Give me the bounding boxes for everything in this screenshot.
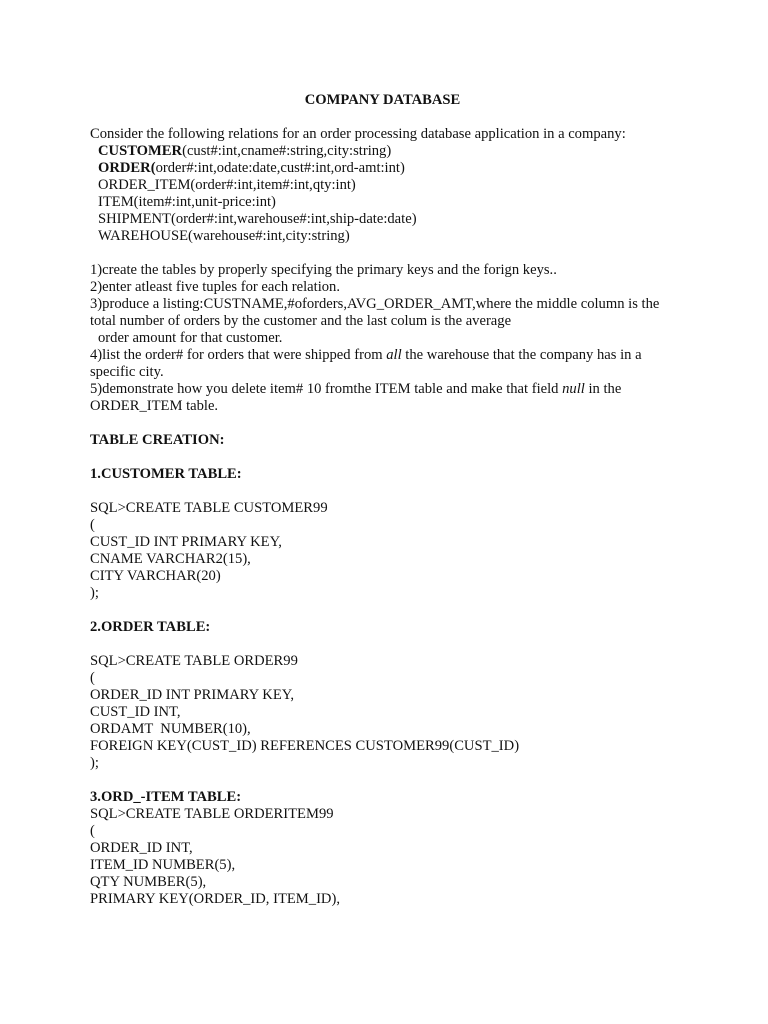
- sql-line: (: [90, 823, 95, 839]
- customer-sql-block: [90, 500, 740, 602]
- relation-order: [90, 160, 740, 177]
- relation-name: CUSTOMER: [98, 143, 183, 159]
- sql-line: );: [90, 585, 99, 601]
- task-4-emphasis: all: [386, 347, 402, 363]
- task-5-line-1: [90, 381, 740, 398]
- sql-line: QTY NUMBER(5),: [90, 874, 207, 890]
- task-3-line-2: total number of orders by the customer and the last colum is the average: [90, 313, 512, 329]
- sql-line: CNAME VARCHAR2(15),: [90, 551, 251, 567]
- table-creation-heading: TABLE CREATION:: [90, 432, 225, 448]
- task-5-text-start: 5)demonstrate how you delete item# 10 fromthe ITEM table and make that field: [90, 381, 563, 397]
- customer-table-heading: 1.CUSTOMER TABLE:: [90, 466, 242, 482]
- task-2: 2)enter atleast five tuples for each relation.: [90, 279, 341, 295]
- sql-line: ORDER_ID INT PRIMARY KEY,: [90, 687, 295, 703]
- ord-item-table-heading: 3.ORD_-ITEM TABLE:: [90, 789, 242, 805]
- task-5-emphasis: null: [562, 381, 585, 397]
- sql-line: CUST_ID INT PRIMARY KEY,: [90, 534, 282, 550]
- task-4-line-1: [90, 347, 740, 364]
- task-5-text-end: in the: [584, 381, 622, 397]
- task-3-line-1: 3)produce a listing:CUSTNAME,#oforders,AVG_ORDER_AMT,where the middle column is the: [90, 296, 660, 312]
- relation-order-item: ORDER_ITEM(order#:int,item#:int,qty:int): [98, 177, 356, 193]
- sql-line: (: [90, 517, 95, 533]
- order-table-heading: 2.ORDER TABLE:: [90, 619, 211, 635]
- document-page: [90, 92, 740, 908]
- ord-item-sql-block: [90, 806, 740, 908]
- sql-line: SQL>CREATE TABLE CUSTOMER99: [90, 500, 328, 516]
- document-title: COMPANY DATABASE: [304, 92, 461, 108]
- sql-line: );: [90, 755, 99, 771]
- relation-attributes: (cust#:int,cname#:string,city:string): [182, 143, 392, 159]
- sql-line: (: [90, 670, 95, 686]
- relation-shipment: SHIPMENT(order#:int,warehouse#:int,ship-date:date): [98, 211, 417, 227]
- task-1: 1)create the tables by properly specifying the primary keys and the forign keys..: [90, 262, 557, 278]
- sql-line: CUST_ID INT,: [90, 704, 181, 720]
- sql-line: CITY VARCHAR(20): [90, 568, 221, 584]
- task-list: [90, 262, 740, 415]
- order-sql-block: [90, 653, 740, 772]
- sql-line: ITEM_ID NUMBER(5),: [90, 857, 236, 873]
- sql-line: FOREIGN KEY(CUST_ID) REFERENCES CUSTOMER99(CUST_ID): [90, 738, 520, 754]
- sql-line: ORDAMT NUMBER(10),: [90, 721, 251, 737]
- relation-item: ITEM(item#:int,unit-price:int): [98, 194, 276, 210]
- relations-list: [90, 143, 740, 245]
- sql-line: PRIMARY KEY(ORDER_ID, ITEM_ID),: [90, 891, 340, 907]
- relation-customer: [90, 143, 740, 160]
- relation-warehouse: WAREHOUSE(warehouse#:int,city:string): [98, 228, 350, 244]
- relation-attributes: order#:int,odate:date,cust#:int,ord-amt:int): [155, 160, 405, 176]
- sql-line: SQL>CREATE TABLE ORDERITEM99: [90, 806, 334, 822]
- task-3-line-3: order amount for that customer.: [98, 330, 283, 346]
- sql-line: ORDER_ID INT,: [90, 840, 193, 856]
- task-5-line-2: ORDER_ITEM table.: [90, 398, 219, 414]
- sql-line: SQL>CREATE TABLE ORDER99: [90, 653, 298, 669]
- task-4-line-2: specific city.: [90, 364, 164, 380]
- task-4-text-end: the warehouse that the company has in a: [401, 347, 642, 363]
- relation-name: ORDER(: [98, 160, 156, 176]
- task-4-text-start: 4)list the order# for orders that were shipped from: [90, 347, 387, 363]
- intro-text: Consider the following relations for an order processing database application in a company:: [90, 126, 626, 142]
